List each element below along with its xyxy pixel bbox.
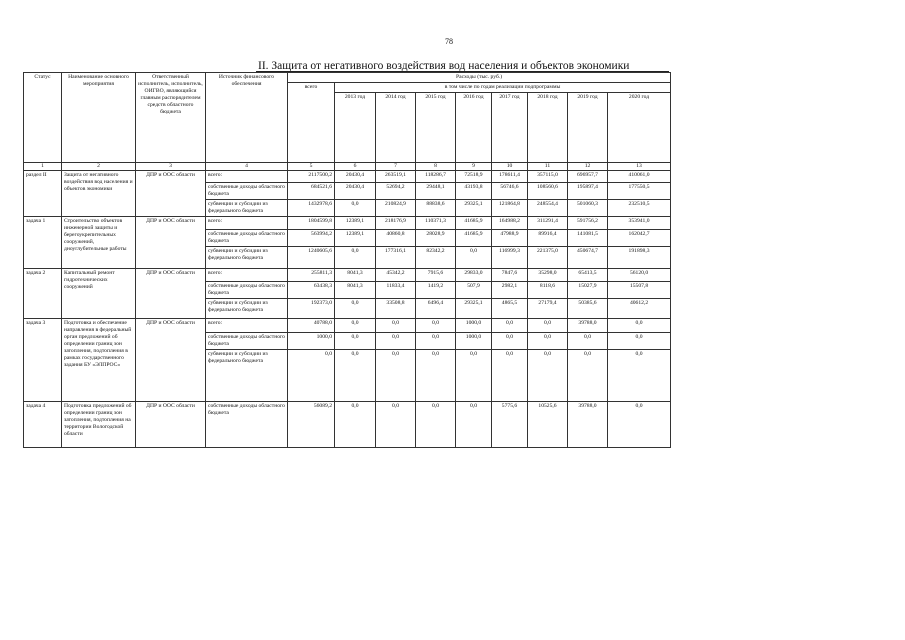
row-value: 191898,3: [608, 247, 671, 269]
row-value: 0,0: [416, 350, 456, 402]
row-value: 0,0: [456, 402, 492, 448]
row-value: 0,0: [456, 247, 492, 269]
row-value: 162042,7: [608, 230, 671, 247]
row-value: 311291,4: [528, 217, 568, 230]
row-value: 0,0: [528, 350, 568, 402]
row-funding-source: субвенции и субсидии из федерального бюджета: [206, 299, 288, 319]
row-funding-source: всего:: [206, 269, 288, 282]
row-value: 12389,1: [335, 230, 376, 247]
row-value: 0,0: [376, 319, 416, 333]
row-value: 263519,1: [376, 171, 416, 183]
row-value: 88838,6: [416, 200, 456, 217]
row-activity-name: Защита от негативного воздействия вод населения и объектов экономики: [62, 171, 136, 217]
table-row: [24, 269, 671, 282]
row-value: 0,0: [568, 350, 608, 402]
row-value: 41685,9: [456, 217, 492, 230]
row-value: 20430,4: [335, 171, 376, 183]
row-value: 43193,8: [456, 183, 492, 200]
row-activity-name: Подготовка предложений об определении границ зон затопления, подтопления на территории Вологодской области: [62, 402, 136, 448]
column-number: 10: [492, 163, 528, 171]
row-value: 89916,4: [528, 230, 568, 247]
row-value: 1000,0: [288, 333, 335, 350]
row-activity-name: Капитальный ремонт гидротехнических сооружений: [62, 269, 136, 319]
row-value: 141081,5: [568, 230, 608, 247]
column-number: 2: [62, 163, 136, 171]
row-value: 248554,4: [528, 200, 568, 217]
row-status: задача 2: [24, 269, 62, 319]
row-value: 63438,3: [288, 282, 335, 299]
row-value: 0,0: [288, 350, 335, 402]
row-value: 0,0: [376, 350, 416, 402]
row-value: 116999,3: [492, 247, 528, 269]
row-value: 255811,3: [288, 269, 335, 282]
row-value: 8118,6: [528, 282, 568, 299]
row-status: задача 4: [24, 402, 62, 448]
column-number: 12: [568, 163, 608, 171]
row-value: 232510,5: [608, 200, 671, 217]
row-value: 40612,2: [608, 299, 671, 319]
row-value: 1240605,6: [288, 247, 335, 269]
row-value: 0,0: [528, 319, 568, 333]
page-title: II. Защита от негативного воздействия вод населения и объектов экономики: [258, 60, 630, 72]
row-value: 29833,0: [456, 269, 492, 282]
row-value: 33508,8: [376, 299, 416, 319]
row-value: 6496,4: [416, 299, 456, 319]
row-value: 177316,1: [376, 247, 416, 269]
row-value: 2982,1: [492, 282, 528, 299]
row-value: 0,0: [335, 247, 376, 269]
row-funding-source: собственные доходы областного бюджета: [206, 282, 288, 299]
row-value: 1432978,6: [288, 200, 335, 217]
row-value: 118286,7: [416, 171, 456, 183]
row-value: 0,0: [376, 402, 416, 448]
row-value: 0,0: [568, 333, 608, 350]
row-value: 41685,9: [456, 230, 492, 247]
row-value: 29325,1: [456, 299, 492, 319]
row-activity-name: Строительство объектов инженерной защиты и берегоукрепительных сооружений, дноуглубительные работы: [62, 217, 136, 269]
row-value: 357115,0: [528, 171, 568, 183]
row-value: 0,0: [416, 333, 456, 350]
row-value: 410061,0: [608, 171, 671, 183]
row-value: 10525,6: [528, 402, 568, 448]
row-value: 40788,0: [288, 319, 335, 333]
row-funding-source: субвенции и субсидии из федерального бюджета: [206, 200, 288, 217]
row-value: 121864,8: [492, 200, 528, 217]
column-number: 13: [608, 163, 671, 171]
row-value: 2117500,2: [288, 171, 335, 183]
column-number: 4: [206, 163, 288, 171]
row-value: 39788,0: [568, 402, 608, 448]
header-responsible: Ответственный исполнитель, исполнитель, ОИГВО, являющийся главным распорядителем средств областного бюджета: [136, 73, 206, 163]
row-value: 0,0: [608, 333, 671, 350]
expenses-table: [23, 72, 671, 448]
row-value: 0,0: [608, 319, 671, 333]
header-expenses: Расходы (тыс. руб.): [288, 73, 671, 83]
row-value: 0,0: [416, 402, 456, 448]
row-value: 0,0: [492, 350, 528, 402]
column-number: 9: [456, 163, 492, 171]
row-funding-source: собственные доходы областного бюджета: [206, 230, 288, 247]
header-year: 2014 год: [376, 93, 416, 163]
row-funding-source: собственные доходы областного бюджета: [206, 183, 288, 200]
column-number: 1: [24, 163, 62, 171]
row-value: 7847,6: [492, 269, 528, 282]
row-value: 177550,5: [608, 183, 671, 200]
row-value: 7915,6: [416, 269, 456, 282]
row-value: 110371,3: [416, 217, 456, 230]
column-number: 11: [528, 163, 568, 171]
row-value: 0,0: [416, 319, 456, 333]
row-value: 0,0: [335, 299, 376, 319]
row-value: 108560,6: [528, 183, 568, 200]
row-value: 0,0: [456, 350, 492, 402]
row-value: 221375,0: [528, 247, 568, 269]
column-number: 5: [288, 163, 335, 171]
row-value: 353941,0: [608, 217, 671, 230]
row-value: 563994,2: [288, 230, 335, 247]
row-value: 0,0: [492, 319, 528, 333]
row-value: 45342,2: [376, 269, 416, 282]
row-value: 20430,4: [335, 183, 376, 200]
header-status: Статус: [24, 73, 62, 163]
table-row: [24, 402, 671, 448]
row-responsible: ДПР и ООС области: [136, 217, 206, 269]
row-funding-source: собственные доходы областного бюджета: [206, 402, 288, 448]
column-number: 6: [335, 163, 376, 171]
header-year: 2020 год: [608, 93, 671, 163]
row-value: 1419,2: [416, 282, 456, 299]
row-value: 82342,2: [416, 247, 456, 269]
row-status: раздел II: [24, 171, 62, 217]
row-responsible: ДПР и ООС области: [136, 171, 206, 217]
row-value: 0,0: [335, 350, 376, 402]
header-year: 2016 год: [456, 93, 492, 163]
header-source: Источник финансового обеспечения: [206, 73, 288, 163]
row-value: 178611,4: [492, 171, 528, 183]
row-value: 1000,0: [456, 319, 492, 333]
row-value: 1000,0: [456, 333, 492, 350]
row-value: 0,0: [335, 200, 376, 217]
row-value: 52694,2: [376, 183, 416, 200]
row-status: задача 3: [24, 319, 62, 402]
row-value: 65413,5: [568, 269, 608, 282]
row-value: 195897,4: [568, 183, 608, 200]
row-value: 4865,5: [492, 299, 528, 319]
row-value: 0,0: [335, 402, 376, 448]
row-value: 35298,0: [528, 269, 568, 282]
row-value: 15027,9: [568, 282, 608, 299]
row-value: 0,0: [608, 402, 671, 448]
page-number: 78: [445, 37, 453, 46]
row-value: 56089,2: [288, 402, 335, 448]
row-value: 450674,7: [568, 247, 608, 269]
row-value: 29325,1: [456, 200, 492, 217]
row-value: 684521,6: [288, 183, 335, 200]
row-value: 591756,2: [568, 217, 608, 230]
row-value: 0,0: [528, 333, 568, 350]
row-value: 1804599,8: [288, 217, 335, 230]
row-funding-source: всего:: [206, 171, 288, 183]
row-funding-source: субвенции и субсидии из федерального бюджета: [206, 350, 288, 402]
row-value: 8041,3: [335, 282, 376, 299]
row-status: задача 1: [24, 217, 62, 269]
row-value: 15507,8: [608, 282, 671, 299]
row-responsible: ДПР и ООС области: [136, 269, 206, 319]
row-value: 696957,7: [568, 171, 608, 183]
row-value: 0,0: [335, 333, 376, 350]
header-year: 2019 год: [568, 93, 608, 163]
header-total: всего: [288, 83, 335, 163]
row-value: 29448,1: [416, 183, 456, 200]
row-responsible: ДПР и ООС области: [136, 402, 206, 448]
row-value: 40860,8: [376, 230, 416, 247]
row-value: 27179,4: [528, 299, 568, 319]
row-value: 72518,9: [456, 171, 492, 183]
row-value: 11833,4: [376, 282, 416, 299]
row-responsible: ДПР и ООС области: [136, 319, 206, 402]
header-year: 2017 год: [492, 93, 528, 163]
row-value: 210824,9: [376, 200, 416, 217]
row-funding-source: субвенции и субсидии из федерального бюджета: [206, 247, 288, 269]
row-funding-source: собственные доходы областного бюджета: [206, 333, 288, 350]
row-value: 50385,6: [568, 299, 608, 319]
header-name: Наименование основного мероприятия: [62, 73, 136, 163]
row-value: 47988,9: [492, 230, 528, 247]
row-value: 8041,3: [335, 269, 376, 282]
row-value: 501060,3: [568, 200, 608, 217]
column-number: 3: [136, 163, 206, 171]
row-value: 5775,6: [492, 402, 528, 448]
column-number: 7: [376, 163, 416, 171]
row-value: 28028,9: [416, 230, 456, 247]
row-value: 12389,1: [335, 217, 376, 230]
table-row: [24, 171, 671, 183]
row-value: 0,0: [376, 333, 416, 350]
row-value: 56746,6: [492, 183, 528, 200]
row-value: 507,9: [456, 282, 492, 299]
row-value: 39788,0: [568, 319, 608, 333]
row-funding-source: всего:: [206, 217, 288, 230]
row-value: 218176,9: [376, 217, 416, 230]
row-value: 0,0: [335, 319, 376, 333]
row-value: 0,0: [492, 333, 528, 350]
header-year: 2013 год: [335, 93, 376, 163]
row-activity-name: Подготовка и обеспечение направления в федеральный орган предложений об определении границ зон затопления, подтопления в рамках государственного задания БУ «ЭЛПРОС»: [62, 319, 136, 402]
header-year: 2015 год: [416, 93, 456, 163]
table-row: [24, 319, 671, 333]
row-value: 56120,0: [608, 269, 671, 282]
row-value: 0,0: [608, 350, 671, 402]
row-funding-source: всего:: [206, 319, 288, 333]
column-number-row: [24, 163, 671, 171]
column-number: 8: [416, 163, 456, 171]
header-year: 2018 год: [528, 93, 568, 163]
row-value: 164988,2: [492, 217, 528, 230]
row-value: 192373,0: [288, 299, 335, 319]
table-row: [24, 217, 671, 230]
header-by-years: в том числе по годам реализации подпрограммы: [335, 83, 671, 93]
